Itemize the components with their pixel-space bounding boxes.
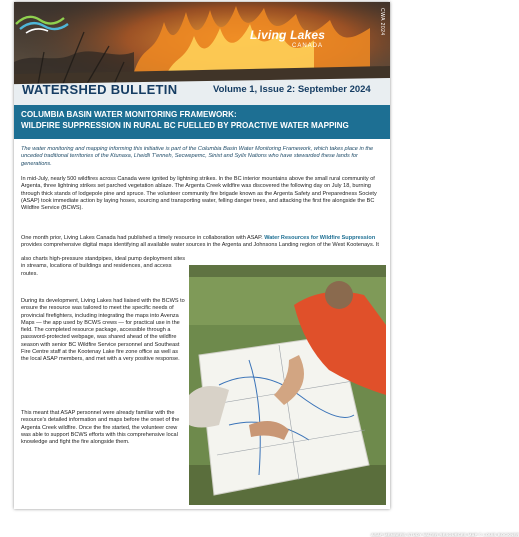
photo-caption: ASAP MEMBERS STUDY WATER RESOURCES MAP © LOUIS BOCKNER xyxy=(371,532,519,537)
living-lakes-logo xyxy=(14,2,112,46)
paragraph-4: This meant that ASAP personnel were already familiar with the resource's detailed information and maps before the onset of the Argenta Creek wildfire. Once the fire started, the volunteer crew was able to support BCWS efforts with this comprehensive local knowledge and fight the fire alongside them. xyxy=(21,410,180,445)
paragraph-2 xyxy=(21,235,383,250)
volume-issue: Volume 1, Issue 2: September 2024 xyxy=(213,84,371,95)
paragraph-1: In mid-July, nearly 500 wildfires across Canada were ignited by lightning strikes. In the BC interior mountains above the small rural community of Argenta, three lightning strikes set parched vegetation ablaze. The Argenta Creek wildfire was discovered the following day on July 18, burning through thick stands of lodgepole pine and spruce. The volunteer community fire brigade known as the Argenta Safety and Preparedness Society (ASAP) took immediate action by laying hoses, sourcing and transporting water, felling danger trees, and attacking the first fire alongside the BC Wildfire Service (BCWS). xyxy=(21,176,377,211)
logo-subtext: CANADA xyxy=(292,43,324,49)
intro-paragraph: The water monitoring and mapping informing this initiative is part of the Columbia Basin Water Monitoring Framework, which takes place in the unceded traditional territories of the Ktunaxa, Lheidli T'enneh, Secwepemc, Sinixt and Syilx Nations who have stewarded these lands for generations. xyxy=(21,146,374,167)
paragraph-3: During its development, Living Lakes had liaised with the BCWS to ensure the resource was tailored to meet the specific needs of provincial firefighters, including integrating the maps into Avenza Maps — the app used by BCWS crews — for practical use in the field. The completed resource package, accessible through a password-protected webpage, was shared ahead of the wildfire season with senior BC Wildfire Service personnel and Southeast Fire Centre staff at the Kootenay Lake fire zone office as well as the local ASAP members, and met with a very positive response. xyxy=(21,298,185,362)
logo-wordmark: Living Lakes xyxy=(250,28,326,42)
paragraph-2-continued: also charts high-pressure standpipes, ideal pump deployment sites in streams, locations of buildings and residences, and access routes. xyxy=(21,256,186,277)
asap-members-photo xyxy=(189,265,519,537)
resource-link[interactable]: Water Resources for Wildfire Suppression xyxy=(264,235,376,241)
edition-label: CWA 2024 xyxy=(379,8,385,36)
bulletin-title: WATERSHED BULLETIN xyxy=(22,82,178,97)
headline-line-1: COLUMBIA BASIN WATER MONITORING FRAMEWORK: xyxy=(21,110,237,119)
map-study-illustration xyxy=(189,265,386,505)
paragraph-2-start: One month prior, Living Lakes Canada had published a timely resource in collaboration with ASAP. xyxy=(21,235,263,241)
paragraph-2-end: provides comprehensive digital maps identifying all available water sources in the Argenta and Johnsons Landing region of the West Kootenays. It xyxy=(21,242,379,249)
bulletin-page xyxy=(14,2,519,537)
headline-line-2: WILDFIRE SUPPRESSION IN RURAL BC FUELLED BY PROACTIVE WATER MAPPING xyxy=(21,121,349,130)
article-headline xyxy=(21,109,381,131)
